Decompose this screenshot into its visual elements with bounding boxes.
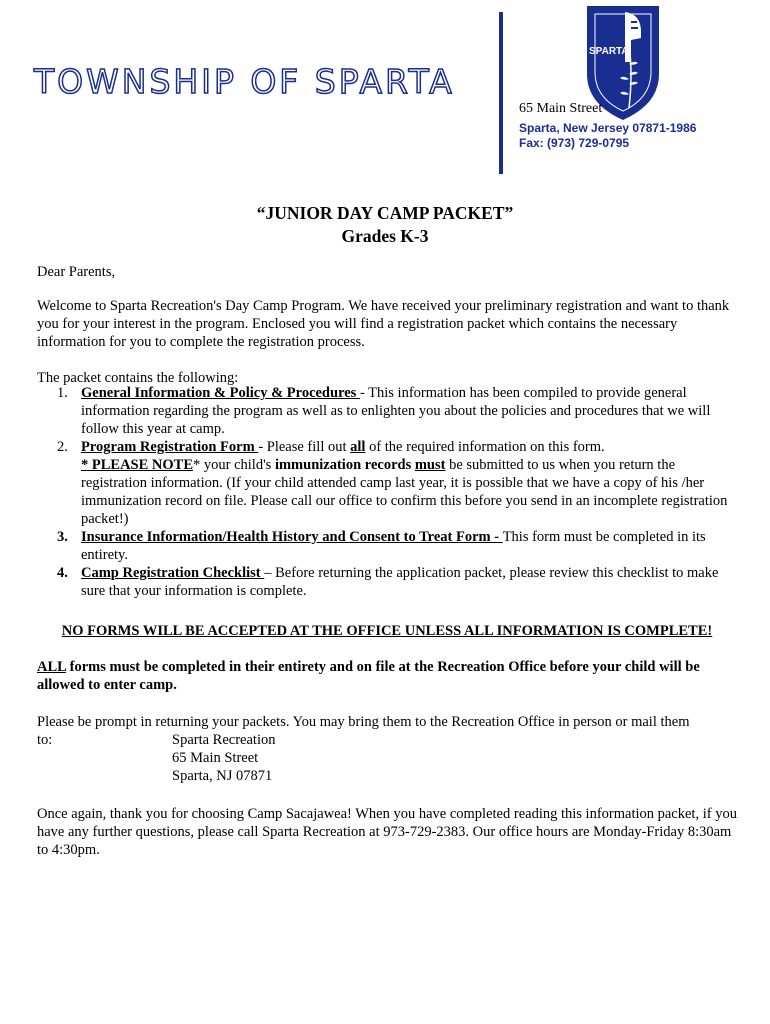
item-title: Program Registration Form — [81, 439, 259, 455]
item-title: Insurance Information/Health History and Consent to Treat Form - — [81, 529, 503, 545]
packet-intro: The packet contains the following: — [37, 370, 239, 386]
item-title: General Information & Policy & Procedures — [81, 385, 360, 401]
item-text: This form must be completed in its entirety. — [81, 529, 706, 563]
salutation: Dear Parents, — [37, 264, 116, 280]
item-text: of the required information on this form. — [365, 439, 605, 455]
list-item — [37, 438, 737, 528]
list-item — [37, 564, 737, 600]
mail-address-line: Sparta, NJ 07871 — [172, 768, 273, 784]
mail-address-line: 65 Main Street — [172, 750, 259, 766]
note-text: * your child's — [193, 457, 275, 473]
all-forms-lead: ALL — [37, 659, 67, 675]
list-item — [37, 384, 737, 438]
logo-text: SPARTA — [589, 46, 629, 57]
list-item — [37, 528, 737, 564]
prompt-paragraph: Please be prompt in returning your packets. You may bring them to the Recreation Office in person or mail them — [37, 714, 690, 730]
header-divider — [499, 12, 503, 174]
list-number: 2. — [57, 439, 68, 455]
note-text: be submitted to us when you return the registration information. (If your child attended camp last year, it is possible that we have a copy of his /her immunization record on file. Please call our office to confirm this before you send in an incomplete registration packet!) — [81, 457, 728, 527]
packet-grades: Grades K-3 — [341, 226, 429, 246]
intro-paragraph: Welcome to Sparta Recreation's Day Camp Program. We have received your preliminary registration and want to thank you for your interest in the program. Enclosed you will find a registration packet which contains the necessary information for you to complete the registration process. — [37, 298, 730, 350]
mail-address-line: Sparta Recreation — [172, 732, 276, 748]
address-city-state: Sparta, New Jersey 07871-1986 — [519, 121, 697, 135]
packet-contents-list — [37, 384, 737, 600]
note-must: must — [414, 457, 446, 473]
note-emphasis: immunization records — [274, 457, 412, 473]
mail-address — [172, 731, 275, 785]
item-text: - This information has been compiled to provide general information regarding the program as well as to enlighten you about the policies and procedures that we will follow this year at camp. — [81, 385, 711, 437]
mail-to-label: to: — [37, 732, 53, 748]
warning-banner: NO FORMS WILL BE ACCEPTED AT THE OFFICE UNLESS ALL INFORMATION IS COMPLETE! — [61, 623, 713, 639]
item-text: - Please fill out — [258, 439, 351, 455]
packet-title: “JUNIOR DAY CAMP PACKET” — [256, 203, 514, 223]
address-fax: Fax: (973) 729-0795 — [519, 136, 630, 150]
list-number: 1. — [57, 385, 68, 401]
list-number: 4. — [57, 565, 68, 581]
closing-paragraph: Once again, thank you for choosing Camp Sacajawea! When you have completed reading this information packet, if you have any further questions, please call Sparta Recreation at 973-729-2383. Our office hours are Monday-Friday 8:30am to 4:30pm. — [37, 806, 737, 858]
all-forms-text: forms must be completed in their entirety and on file at the Recreation Office before your child will be allowed to enter camp. — [37, 659, 700, 693]
township-name: TOWNSHIP OF SPARTA — [34, 62, 455, 101]
list-number: 3. — [57, 529, 68, 545]
note-label: * PLEASE NOTE — [81, 457, 193, 473]
emphasis-all: all — [350, 439, 366, 455]
address-street: 65 Main Street — [519, 101, 603, 116]
item-text: – Before returning the application packet, please review this checklist to make sure that your information is complete. — [81, 565, 719, 599]
item-title: Camp Registration Checklist — [81, 565, 265, 581]
all-forms-paragraph — [37, 658, 737, 694]
